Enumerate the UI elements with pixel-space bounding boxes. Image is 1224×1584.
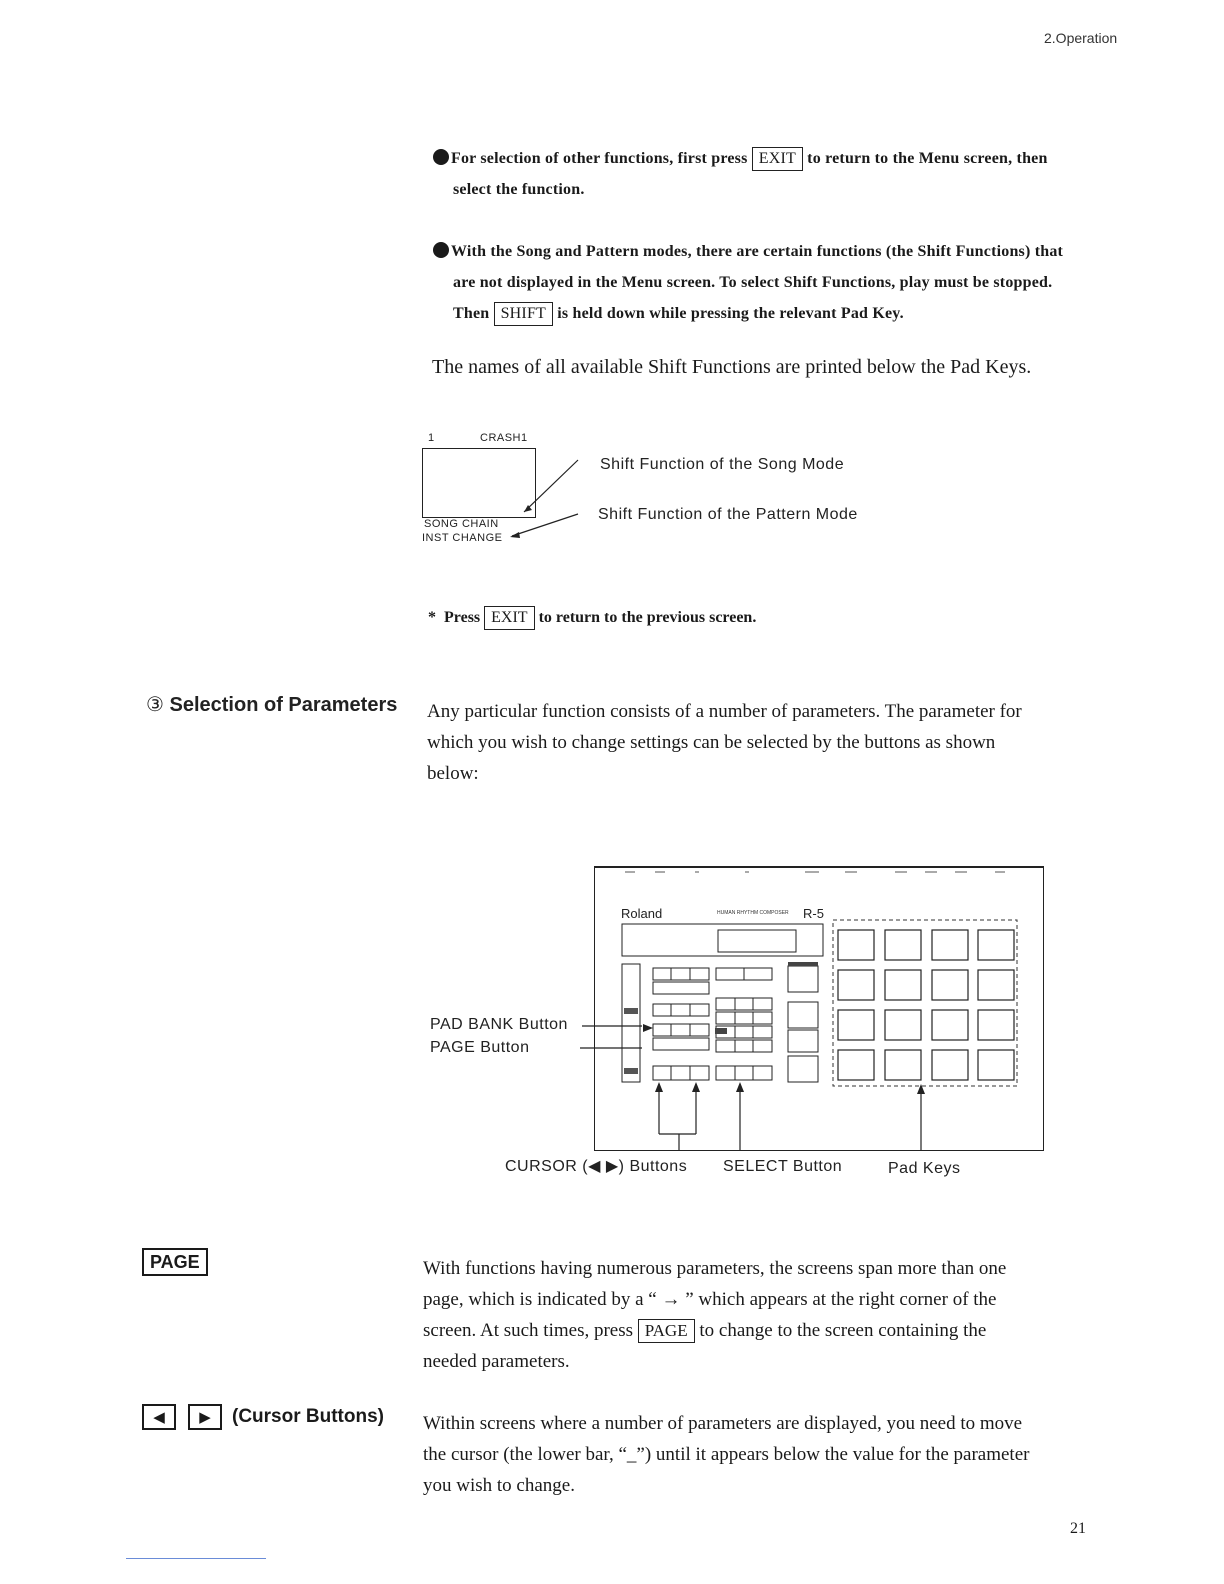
pad-number: 1 [428,432,435,444]
page-side-label [142,1248,208,1276]
note-shift-functions: With the Song and Pattern modes, there are certain functions (the Shift Functions) that are not displayed in the Menu screen. To select Shift Functions, play must be stopped. Then SHIFT is held down while pressing the relevant Pad Key. [433,236,1133,329]
bullet-icon [433,242,449,258]
panel-brand: Roland [621,906,663,921]
section-heading: ③ Selection of Parameters [146,694,398,716]
pad-song-label: SONG CHAIN [424,518,499,530]
pad-pattern-label: INST CHANGE [422,532,503,544]
page-section-body: With functions having numerous parameters, the screens span more than one page, which is indicated by a “ → ” which appears at the right corner of the screen. At such times, press PAGE to change to the screen containing the needed parameters. [423,1258,1007,1372]
exit-key: EXIT [752,147,803,171]
cursor-section-body: Within screens where a number of parameters are displayed, you need to move the cursor (the lower bar, “_”) until it appears below the value for the parameter you wish to change. [423,1413,1030,1496]
pad-top-label: CRASH1 [480,432,528,444]
shift-key: SHIFT [494,302,553,326]
label-cursor: CURSOR (◀ ▶) Buttons [505,1158,688,1175]
section-header: 2.Operation [1044,30,1118,46]
pad-diagram [420,428,920,548]
label-pad-keys: Pad Keys [888,1160,961,1177]
bullet-icon [433,149,449,165]
page-number: 21 [1070,1520,1086,1537]
cursor-side-label [142,1404,384,1430]
footer-rule [126,1558,266,1559]
shift-intro-text: The names of all available Shift Functions are printed below the Pad Keys. [432,356,1032,378]
panel-model-small: HUMAN RHYTHM COMPOSER [717,910,789,916]
callout-song-mode: Shift Function of the Song Mode [600,456,845,473]
r5-panel [594,866,1044,1151]
panel-model: R-5 [803,906,824,921]
cursor-buttons-label: (Cursor Buttons) [232,1406,384,1427]
cursor-right-icon: ▶ [188,1404,222,1430]
label-select: SELECT Button [723,1158,843,1175]
page-key-inline: PAGE [638,1319,695,1343]
callout-arrows [420,428,600,548]
section-body: Any particular function consists of a number of parameters. The parameter for which you wish to change settings can be selected by the buttons as shown below: [427,701,1022,784]
pointer-lines [580,1018,650,1058]
cursor-left-icon: ◀ [142,1404,176,1430]
exit-note: * Press EXIT to return to the previous screen. [428,606,756,630]
callout-pattern-mode: Shift Function of the Pattern Mode [598,506,858,523]
note-exit-menu: For selection of other functions, first press EXIT to return to the Menu screen, then select the function. [433,143,1133,205]
page-key: PAGE [142,1248,208,1276]
section-number: ③ [146,694,164,716]
exit-key-2: EXIT [484,606,534,630]
label-pad-bank: PAD BANK Button [430,1016,568,1033]
label-page: PAGE Button [430,1039,530,1056]
